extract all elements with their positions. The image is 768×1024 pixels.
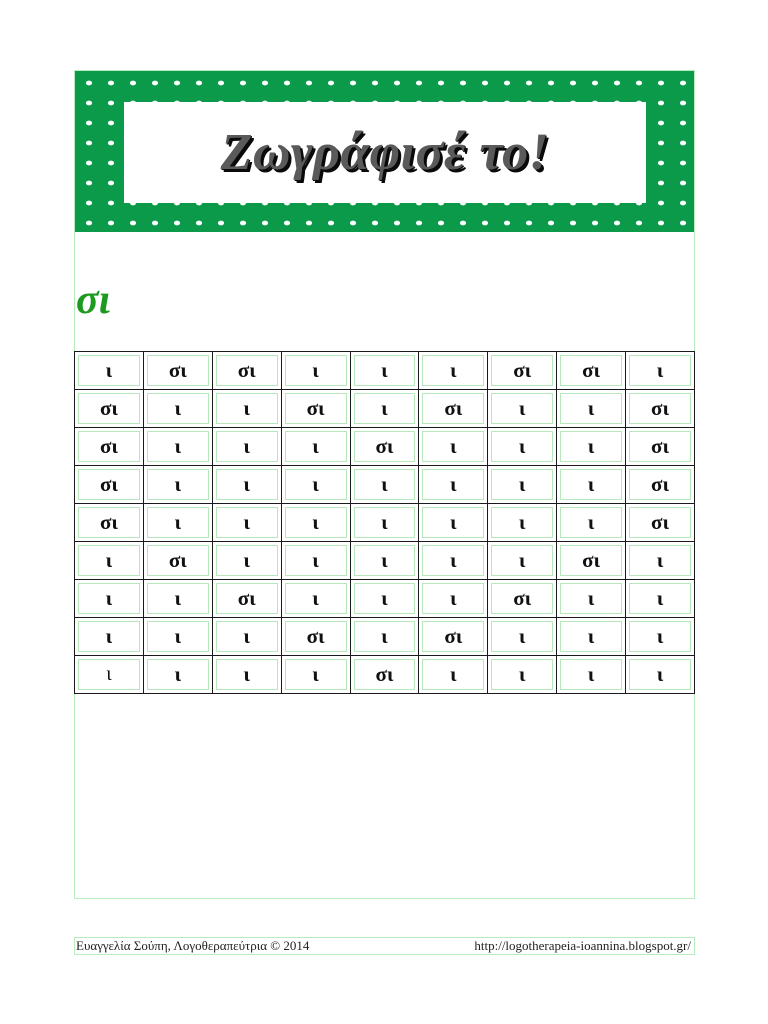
grid-cell-text: ι	[147, 507, 209, 538]
grid-cell[interactable]	[488, 428, 557, 466]
grid-row	[75, 618, 695, 656]
grid-cell-text: ι	[354, 545, 416, 576]
grid-cell-text: ι	[629, 583, 691, 614]
grid-cell[interactable]	[75, 428, 144, 466]
grid-cell[interactable]	[626, 580, 695, 618]
grid-cell-text: σι	[491, 583, 553, 614]
grid-cell[interactable]	[75, 542, 144, 580]
grid-cell-text: ι	[285, 431, 347, 462]
grid-cell[interactable]	[212, 352, 281, 390]
grid-cell[interactable]	[419, 466, 488, 504]
grid-cell[interactable]	[626, 656, 695, 694]
grid-cell[interactable]	[212, 656, 281, 694]
grid-cell-text: ι	[560, 431, 622, 462]
grid-row	[75, 428, 695, 466]
title-banner	[75, 71, 694, 232]
grid-cell[interactable]	[557, 428, 626, 466]
footer-url: http://logotherapeia-ioannina.blogspot.gr/	[474, 938, 691, 953]
grid-cell[interactable]	[488, 504, 557, 542]
grid-cell-text: σι	[629, 507, 691, 538]
grid-cell[interactable]	[488, 352, 557, 390]
grid-cell-text: ι	[285, 355, 347, 386]
grid-row	[75, 504, 695, 542]
grid-cell-text: ι	[285, 545, 347, 576]
grid-cell[interactable]	[488, 466, 557, 504]
grid-cell[interactable]	[143, 428, 212, 466]
target-syllable: σι	[76, 277, 111, 323]
grid-cell[interactable]	[350, 656, 419, 694]
grid-cell[interactable]	[143, 504, 212, 542]
grid-cell-text: ι	[285, 583, 347, 614]
footer	[74, 937, 695, 955]
page-title: Ζωγράφισέ το!	[220, 124, 550, 181]
grid-cell[interactable]	[419, 656, 488, 694]
grid-cell-text: ι	[285, 659, 347, 690]
grid-cell[interactable]	[212, 580, 281, 618]
grid-cell-text: ι	[147, 583, 209, 614]
grid-cell-text: σι	[78, 469, 140, 500]
grid-cell[interactable]	[488, 618, 557, 656]
grid-cell-text: ι	[285, 507, 347, 538]
grid-cell[interactable]	[557, 618, 626, 656]
grid-cell-text: ι	[216, 621, 278, 652]
grid-cell-text: ι	[78, 659, 140, 690]
grid-cell[interactable]	[75, 580, 144, 618]
grid-cell[interactable]	[419, 542, 488, 580]
grid-cell[interactable]	[143, 466, 212, 504]
grid-cell[interactable]	[143, 542, 212, 580]
grid-cell[interactable]	[350, 504, 419, 542]
grid-cell[interactable]	[75, 466, 144, 504]
grid-cell-text: ι	[354, 355, 416, 386]
grid-cell[interactable]	[557, 542, 626, 580]
grid-row	[75, 580, 695, 618]
grid-cell[interactable]	[419, 352, 488, 390]
grid-cell-text: ι	[560, 583, 622, 614]
grid-cell-text: σι	[422, 621, 484, 652]
grid-cell[interactable]	[281, 466, 350, 504]
grid-cell-text: ι	[560, 659, 622, 690]
grid-cell-text: ι	[491, 507, 553, 538]
grid-cell-text: ι	[491, 469, 553, 500]
title-box	[124, 102, 646, 203]
grid-cell[interactable]	[488, 580, 557, 618]
grid-cell[interactable]	[75, 352, 144, 390]
grid-cell-text: ι	[422, 355, 484, 386]
grid-cell[interactable]	[626, 428, 695, 466]
grid-cell-text: ι	[216, 393, 278, 424]
grid-cell-text: ι	[78, 545, 140, 576]
grid-cell-text: ι	[560, 507, 622, 538]
grid-cell[interactable]	[557, 580, 626, 618]
grid-cell-text: σι	[285, 393, 347, 424]
grid-cell-text: ι	[491, 621, 553, 652]
grid-cell-text: ι	[354, 393, 416, 424]
grid-cell-text: σι	[78, 507, 140, 538]
grid-cell[interactable]	[75, 656, 144, 694]
grid-cell[interactable]	[626, 390, 695, 428]
grid-cell[interactable]	[281, 352, 350, 390]
grid-cell[interactable]	[419, 504, 488, 542]
grid-cell-text: ι	[354, 583, 416, 614]
grid-cell-text: ι	[147, 393, 209, 424]
grid-cell-text: ι	[147, 621, 209, 652]
grid-cell[interactable]	[212, 390, 281, 428]
grid-cell-text: σι	[285, 621, 347, 652]
grid-cell-text: ι	[629, 621, 691, 652]
grid-cell[interactable]	[212, 542, 281, 580]
grid-cell-text: ι	[422, 583, 484, 614]
grid-cell[interactable]	[281, 580, 350, 618]
grid-cell-text: ι	[491, 393, 553, 424]
grid-cell-text: ι	[216, 659, 278, 690]
grid-cell-text: ι	[78, 583, 140, 614]
grid-cell[interactable]	[212, 428, 281, 466]
grid-cell[interactable]	[75, 618, 144, 656]
grid-cell-text: ι	[422, 659, 484, 690]
grid-cell-text: ι	[629, 545, 691, 576]
grid-cell[interactable]	[281, 504, 350, 542]
grid-cell[interactable]	[281, 428, 350, 466]
grid-cell[interactable]	[419, 428, 488, 466]
grid-cell-text: ι	[422, 431, 484, 462]
grid-cell[interactable]	[488, 656, 557, 694]
grid-cell-text: σι	[629, 469, 691, 500]
grid-cell[interactable]	[143, 390, 212, 428]
grid-cell-text: ι	[354, 469, 416, 500]
grid-cell-text: ι	[629, 659, 691, 690]
syllable-grid	[74, 351, 695, 694]
grid-cell[interactable]	[75, 504, 144, 542]
grid-row	[75, 542, 695, 580]
grid-cell-text: ι	[629, 355, 691, 386]
grid-cell[interactable]	[143, 352, 212, 390]
grid-cell[interactable]	[557, 504, 626, 542]
grid-cell-text: σι	[78, 393, 140, 424]
grid-cell-text: σι	[216, 355, 278, 386]
grid-cell-text: σι	[629, 431, 691, 462]
grid-cell[interactable]	[281, 656, 350, 694]
grid-cell[interactable]	[557, 656, 626, 694]
footer-author: Ευαγγελία Σούπη, Λογοθεραπεύτρια © 2014	[76, 938, 310, 953]
grid-cell[interactable]	[281, 618, 350, 656]
grid-cell-text: σι	[560, 545, 622, 576]
grid-cell[interactable]	[281, 542, 350, 580]
grid-cell-text: σι	[491, 355, 553, 386]
grid-cell[interactable]	[75, 390, 144, 428]
grid-cell-text: ι	[422, 545, 484, 576]
grid-cell[interactable]	[212, 504, 281, 542]
grid-cell-text: σι	[629, 393, 691, 424]
grid-cell-text: ι	[78, 355, 140, 386]
grid-cell[interactable]	[212, 618, 281, 656]
grid-cell[interactable]	[212, 466, 281, 504]
grid-cell-text: ι	[216, 507, 278, 538]
grid-cell[interactable]	[350, 618, 419, 656]
grid-cell[interactable]	[350, 428, 419, 466]
grid-cell-text: ι	[216, 469, 278, 500]
grid-cell[interactable]	[626, 618, 695, 656]
grid-cell-text: σι	[147, 545, 209, 576]
grid-cell-text: ι	[147, 469, 209, 500]
grid-cell[interactable]	[281, 390, 350, 428]
grid-cell-text: σι	[78, 431, 140, 462]
grid-cell-text: σι	[354, 659, 416, 690]
grid-cell-text: σι	[354, 431, 416, 462]
grid-row	[75, 656, 695, 694]
grid-cell[interactable]	[488, 390, 557, 428]
grid-cell-text: ι	[147, 431, 209, 462]
grid-cell[interactable]	[143, 618, 212, 656]
grid-cell-text: ι	[560, 393, 622, 424]
grid-cell[interactable]	[350, 390, 419, 428]
grid-row	[75, 352, 695, 390]
grid-cell-text: σι	[216, 583, 278, 614]
grid-cell[interactable]	[557, 352, 626, 390]
grid-cell-text: σι	[560, 355, 622, 386]
grid-cell-text: σι	[422, 393, 484, 424]
grid-cell-text: ι	[560, 469, 622, 500]
grid-cell[interactable]	[626, 352, 695, 390]
grid-cell-text: ι	[216, 431, 278, 462]
grid-cell[interactable]	[557, 390, 626, 428]
grid-cell[interactable]	[350, 580, 419, 618]
grid-cell-text: ι	[78, 621, 140, 652]
grid-row	[75, 466, 695, 504]
grid-cell[interactable]	[626, 542, 695, 580]
grid-cell-text: ι	[147, 659, 209, 690]
grid-cell[interactable]	[419, 618, 488, 656]
grid-cell[interactable]	[143, 580, 212, 618]
grid-cell[interactable]	[143, 656, 212, 694]
grid-cell-text: ι	[491, 431, 553, 462]
grid-cell-text: σι	[147, 355, 209, 386]
grid-cell[interactable]	[350, 542, 419, 580]
grid-cell[interactable]	[419, 580, 488, 618]
grid-cell-text: ι	[216, 545, 278, 576]
grid-cell[interactable]	[557, 466, 626, 504]
grid-cell[interactable]	[626, 466, 695, 504]
grid-cell-text: ι	[422, 507, 484, 538]
grid-cell-text: ι	[354, 621, 416, 652]
grid-cell[interactable]	[419, 390, 488, 428]
grid-cell-text: ι	[285, 469, 347, 500]
grid-cell-text: ι	[491, 545, 553, 576]
grid-cell[interactable]	[350, 466, 419, 504]
grid-cell-text: ι	[491, 659, 553, 690]
grid-cell-text: ι	[560, 621, 622, 652]
grid-cell[interactable]	[488, 542, 557, 580]
grid-row	[75, 390, 695, 428]
grid-cell-text: ι	[422, 469, 484, 500]
grid-cell-text: ι	[354, 507, 416, 538]
grid-cell[interactable]	[350, 352, 419, 390]
grid-cell[interactable]	[626, 504, 695, 542]
